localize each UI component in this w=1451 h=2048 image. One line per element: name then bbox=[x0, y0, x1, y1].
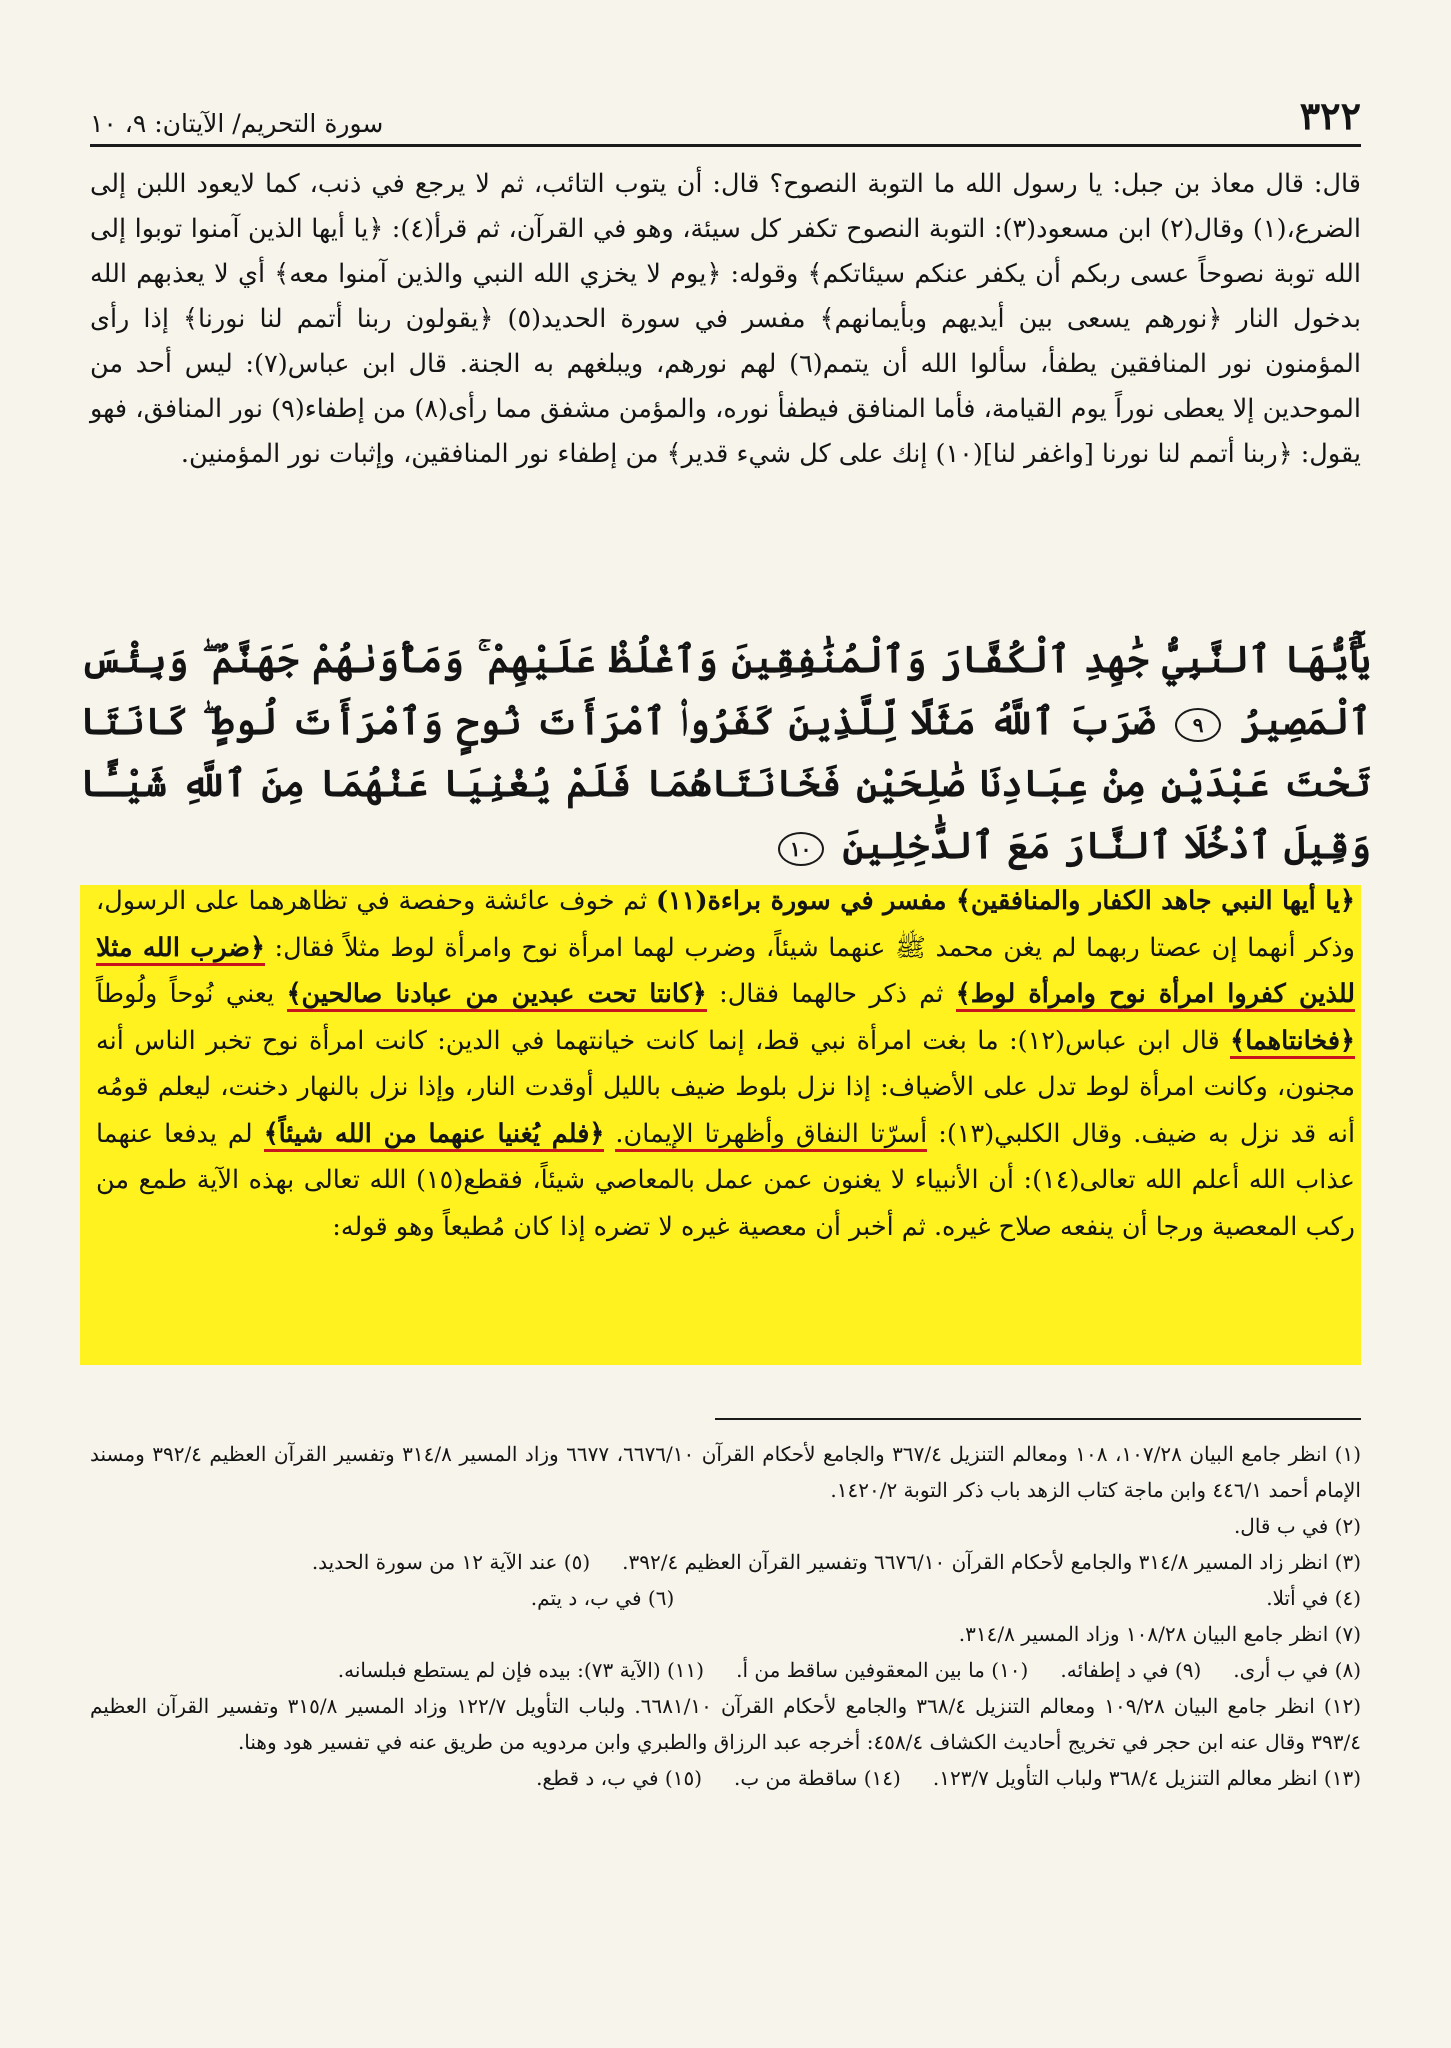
text-then-mentioned: ثم ذكر حالهما فقال: bbox=[719, 979, 944, 1009]
text-prophets-avail: لم يدفعا عنهما عذاب الله أعلم الله تعالى(١٤): أن الأنبياء لا يغنون عمن عمل بالمعاصي شيئاً، فقطع(١٥) الله تعالى بهذه الآية طمع من ركب المعصية ورجا أن ينفعه صلاح غيره. ثم أخبر أن معصية غيره لا تضره إذا كان مُطيعاً bbox=[96, 1118, 1355, 1242]
text-his-saying: وهو قوله: bbox=[332, 1211, 435, 1242]
footnote-separator bbox=[715, 1418, 1361, 1420]
text-fear-aisha-hafsa: ثم خوف عائشة وحفصة في تظاهرهما على الرسول، وذكر أنهما إن عصتا ربهما لم يغن محمد ﷺ عنهما شيئاً، وضرب لهما امرأة نوح وامرأة لوط مثلاً فقال: bbox=[96, 886, 1355, 963]
footnote-12: (١٢) انظر جامع البيان ١٠٩/٢٨ ومعالم التنزيل ٣٦٨/٤ والجامع لأحكام القرآن ٦٦٨١/١٠. ولباب التأويل ١٢٢/٧ وزاد المسير ٣١٥/٨ وتفسير القرآن العظيم ٣٩٣/٤ وقال عنه ابن حجر في تخريج أحاديث الكشاف ٤٥٨/٤: أخرجه عبد الرزاق والطبري وابن مردويه من طريق عنه في تفسير هود وهنا. bbox=[90, 1694, 1362, 1754]
footnote-9: (٩) في د إطفائه. bbox=[1060, 1658, 1202, 1682]
footnote-11: (١١) (الآية ٧٣): بيده فإن لم يستطع فبلسانه. bbox=[337, 1658, 705, 1682]
quote-betrayed: ﴿فخانتاهما﴾ bbox=[1230, 1026, 1355, 1059]
text-kalbi-hypocrisy: أسرّتا النفاق وأظهرتا الإيمان. bbox=[615, 1119, 927, 1152]
paragraph-wives bbox=[96, 878, 1355, 1250]
verse-9-number: ٩ bbox=[1175, 708, 1221, 742]
commentary-upper bbox=[90, 162, 1361, 477]
footnote-row-3-5 bbox=[90, 1544, 1361, 1580]
footnote-6: (٦) في ب، د يتم. bbox=[530, 1586, 675, 1610]
quote-parable: ﴿ضرب الله مثلا للذين كفروا امرأة نوح وامرأة لوط﴾ bbox=[96, 933, 1355, 1013]
footnote-row-4-6 bbox=[90, 1580, 1361, 1616]
verse-10-text: ضَرَبَ ٱللَّهُ مَثَلًا لِّلَّذِينَ كَفَرُوا۟ ٱمْرَأَتَ نُوحٍ وَٱمْرَأَتَ لُوطٍ ۖ كَانَتَا تَحْتَ عَبْدَيْنِ مِنْ عِبَادِنَا صَٰلِحَيْنِ فَخَانَتَاهُمَا فَلَمْ يُغْنِيَا عَنْهُمَا مِنَ ٱللَّهِ شَيْـًٔا وَقِيلَ ٱدْخُلَا ٱلنَّارَ مَعَ ٱلدَّٰخِلِينَ bbox=[80, 699, 1371, 867]
footnote-10: (١٠) ما بين المعقوفين ساقط من أ. bbox=[736, 1658, 1029, 1682]
footnotes bbox=[90, 1436, 1361, 1796]
footnote-5: (٥) عند الآية ١٢ من سورة الحديد. bbox=[311, 1550, 591, 1574]
footnote-4: (٤) في أتلا. bbox=[1266, 1586, 1361, 1610]
verse-10-number: ١٠ bbox=[778, 832, 824, 866]
footnote-13: (١٣) انظر معالم التنزيل ٣٦٨/٤ ولباب التأويل ١٢٣/٧. bbox=[932, 1766, 1361, 1790]
quote-two-servants: ﴿كانتا تحت عبدين من عبادنا صالحين﴾ bbox=[287, 979, 707, 1012]
text-nuh-lut: يعني نُوحاً ولُوطاً bbox=[96, 979, 275, 1009]
footnote-15: (١٥) في ب، د قطع. bbox=[536, 1766, 702, 1790]
footnote-2: (٢) في ب قال. bbox=[1233, 1514, 1361, 1538]
footnote-row-8-11 bbox=[90, 1652, 1361, 1688]
footnote-1: (١) انظر جامع البيان ١٠٧/٢٨، ١٠٨ ومعالم التنزيل ٣٦٧/٤ والجامع لأحكام القرآن ٦٦٧٦/١٠، ٦٦٧٧ وزاد المسير ٣١٤/٨ وتفسير القرآن العظيم ٣٩٢/٤ ومسند الإمام أحمد ٤٤٦/١ وابن ماجة كتاب الزهد باب ذكر التوبة ١٤٢٠/٢. bbox=[90, 1442, 1361, 1502]
running-title: سورة التحريم/ الآيتان: ٩، ١٠ bbox=[90, 109, 384, 138]
footnote-row-13-15 bbox=[90, 1760, 1361, 1796]
page-header bbox=[90, 82, 1361, 147]
footnote-7: (٧) انظر جامع البيان ١٠٨/٢٨ وزاد المسير ٣١٤/٨. bbox=[958, 1622, 1361, 1646]
verse-9-text: يَٰٓأَيُّهَا ٱلنَّبِيُّ جَٰهِدِ ٱلْكُفَّارَ وَٱلْمُنَٰفِقِينَ وَٱغْلُظْ عَلَيْهِمْ ۚ وَمَأْوَىٰهُمْ جَهَنَّمُ ۖ وَبِئْسَ ٱلْمَصِيرُ bbox=[80, 637, 1371, 743]
page-number: ٣٢٢ bbox=[1299, 93, 1361, 138]
commentary-lower bbox=[96, 878, 1355, 1250]
footnote-3: (٣) انظر زاد المسير ٣١٤/٨ والجامع لأحكام القرآن ٦٦٧٦/١٠ وتفسير القرآن العظيم ٣٩٢/٤. bbox=[622, 1550, 1361, 1574]
quote-verse-9: ﴿يا أيها النبي جاهد الكفار والمنافقين﴾ مفسر في سورة براءة(١١) bbox=[655, 886, 1355, 916]
footnote-14: (١٤) ساقطة من ب. bbox=[734, 1766, 901, 1790]
quran-verses bbox=[80, 628, 1371, 876]
paragraph-repentance: قال: قال معاذ بن جبل: يا رسول الله ما التوبة النصوح؟ قال: أن يتوب التائب، ثم لا يرجع في ذنب، كما لايعود اللبن إلى الضرع،(١) وقال(٢) ابن مسعود(٣): التوبة النصوح تكفر كل سيئة، وهو في القرآن، ثم قرأ(٤): ﴿يا أيها الذين آمنوا توبوا إلى الله توبة نصوحاً عسى ربكم أن يكفر عنكم سيئاتكم﴾ وقوله: ﴿يوم لا يخزي الله النبي والذين آمنوا معه﴾ أي لا يعذبهم الله بدخول النار ﴿نورهم يسعى بين أيديهم وبأيمانهم﴾ مفسر في سورة الحديد(٥) ﴿يقولون ربنا أتمم لنا نورنا﴾ إذا رأى المؤمنون نور المنافقين يطفأ، سألوا الله أن يتمم(٦) لهم نورهم، ويبلغهم به الجنة. قال ابن عباس(٧): ليس أحد من الموحدين إلا يعطى نوراً يوم القيامة، فأما المنافق فيطفأ نوره، والمؤمن مشفق مما رأى(٨) من إطفاء(٩) نور المنافق، فهو يقول: ﴿ربنا أتمم لنا نورنا [واغفر لنا](١٠) إنك على كل شيء قدير﴾ من إطفاء نور المنافقين، وإثبات نور المؤمنين. bbox=[90, 169, 1362, 469]
quote-avail-nothing: ﴿فلم يُغنيا عنهما من الله شيئاً﴾ bbox=[264, 1119, 605, 1152]
text-ibn-abbas: قال ابن عباس(١٢): ما بغت امرأة نبي قط، إنما كانت خيانتهما في الدين: كانت امرأة نوح تخبر الناس أنه مجنون، وكانت امرأة لوط تدل على الأضياف: إذا نزل بلوط ضيف بالليل أوقدت النار، وإذا نزل بالنهار دخنت، ليعلم قومُه أنه قد نزل به ضيف. وقال الكلبي(١٣): bbox=[96, 1025, 1356, 1149]
footnote-8: (٨) في ب أرى. bbox=[1233, 1658, 1361, 1682]
